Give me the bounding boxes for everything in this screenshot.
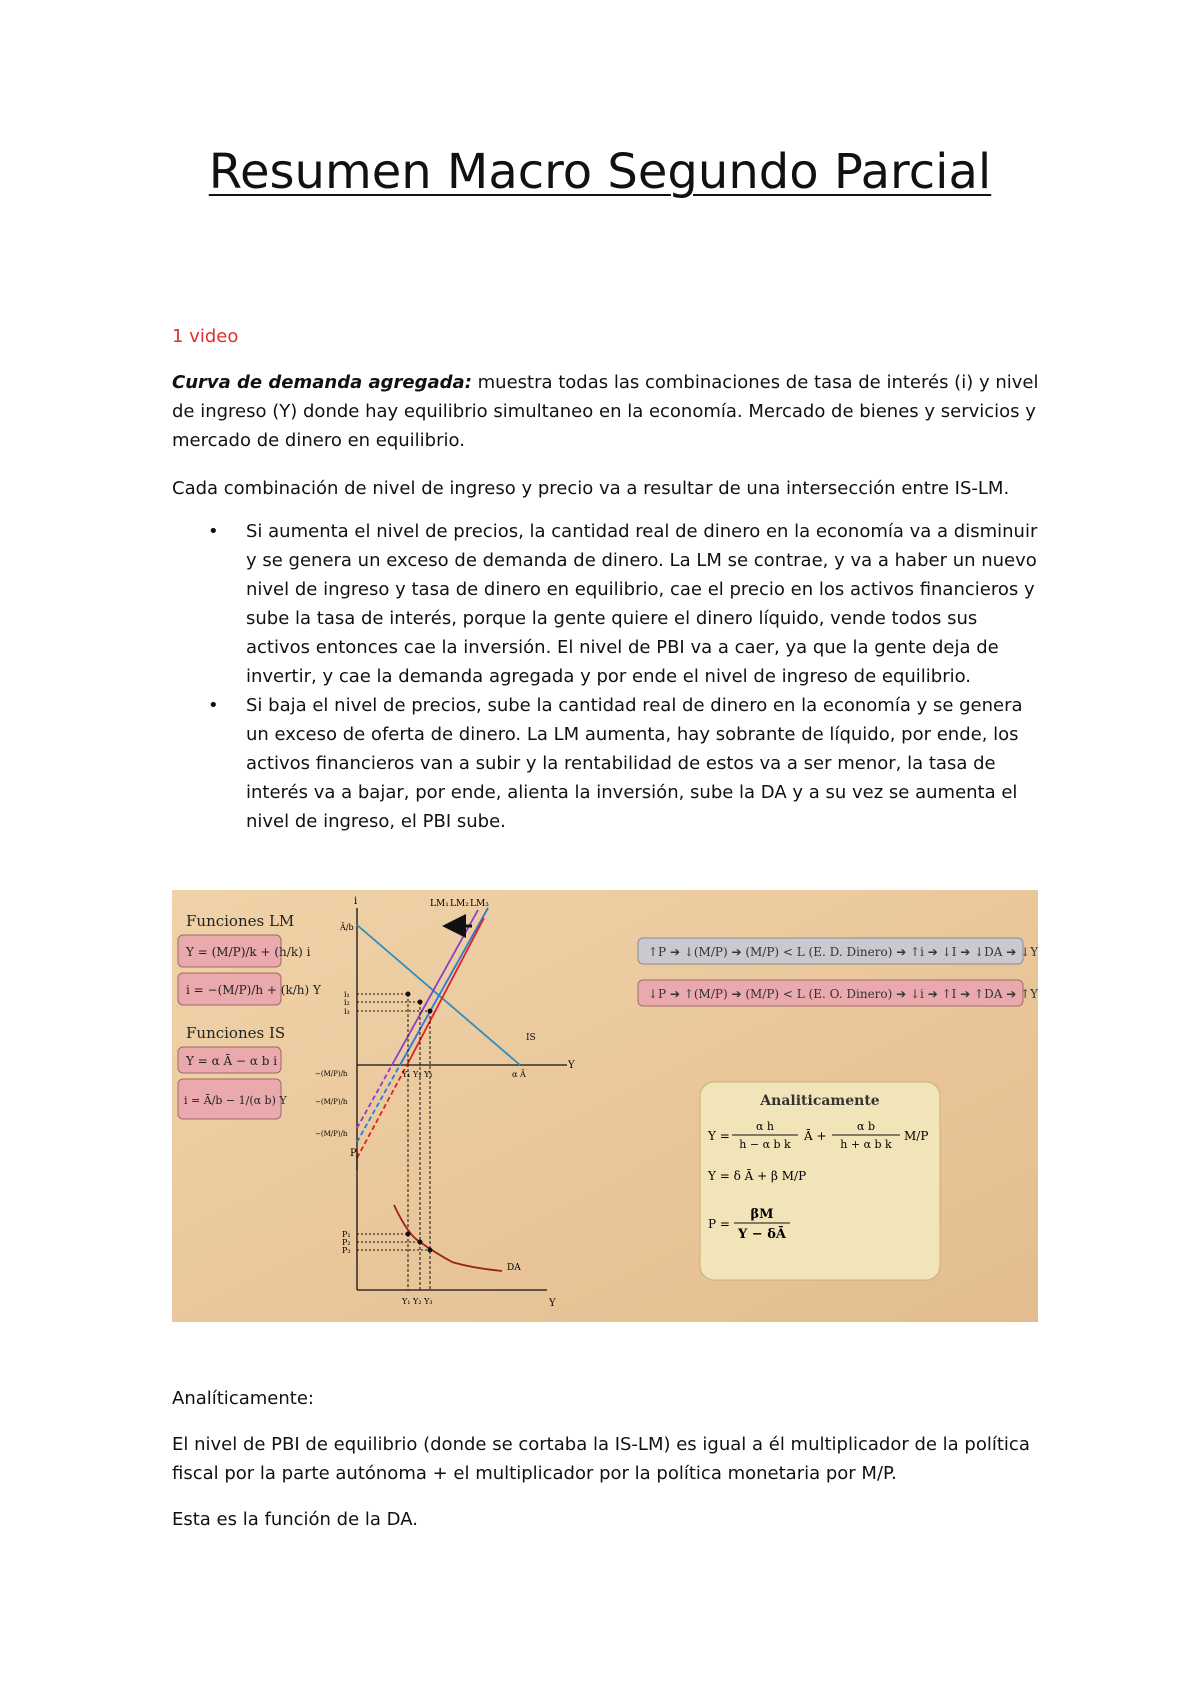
list-item (172, 691, 1042, 836)
analit-eq1-mid: Ā + (804, 1129, 827, 1143)
da-point-2 (418, 1240, 423, 1245)
i3-tick: i₃ (344, 1007, 350, 1016)
analit-eq1-den1: h − α b k (739, 1138, 791, 1151)
upper-y-ticks: Y₁ Y₂ Y₃ (402, 1070, 433, 1079)
chain-2: ↓P ➔ ↑(M/P) ➔ (M/P) < L (E. O. Dinero) ➔ ↓i ➔ ↑I ➔ ↑DA ➔ ↑Y (648, 987, 1038, 1001)
video-label: 1 video (172, 326, 239, 347)
bullet-dot: • (208, 695, 219, 716)
mp-tick-1: −(M/P)/h (315, 1070, 348, 1078)
bullet-list (172, 517, 1042, 836)
funciones-lm-label: Funciones LM (186, 912, 295, 930)
analit-eq1-end: M/P (904, 1129, 929, 1143)
is-label: IS (526, 1033, 536, 1043)
analit-title: Analiticamente (760, 1093, 880, 1109)
axis-i-label: i (354, 896, 358, 907)
eq-point-3 (428, 1009, 433, 1014)
p3-tick: P₃ (342, 1246, 351, 1255)
intro-text: muestra todas las combinaciones de tasa de interés (i) y nivel de ingreso (Y) donde hay equilibrio simultaneo en la economía. Mercado de bienes y servicios y mercado de dinero en equilibrio. (172, 372, 1039, 451)
alpha-a-tick: α Ā (512, 1070, 526, 1079)
analit-eq3-num: βM (750, 1207, 774, 1222)
chain-1: ↑P ➔ ↓(M/P) ➔ (M/P) < L (E. D. Dinero) ➔ ↑i ➔ ↓I ➔ ↓DA ➔ ↓Y (648, 945, 1038, 959)
lm1-label: LM₁ (430, 899, 449, 909)
a-over-b-tick: Ā/b (340, 923, 354, 932)
i2-tick: i₂ (344, 998, 350, 1007)
bullet-text: Si aumenta el nivel de precios, la cantidad real de dinero en la economía va a disminuir y se genera un exceso de demanda de dinero. La LM se contrae, y va a haber un nuevo nivel de ingreso y tasa de dinero en equilibrio, cae el precio en los activos financieros y sube la tasa de interés, porque la gente quiere el dinero líquido, vende todos sus activos entonces cae la inversión. El nivel de PBI va a caer, ya que la gente deja de invertir, y cae la demanda agregada y por ende el nivel de ingreso de equilibrio. (246, 521, 1038, 687)
mp-tick-3: −(M/P)/h (315, 1130, 348, 1138)
lm-eq2: i = −(M/P)/h + (k/h) Y (186, 983, 321, 997)
is-lm-da-figure (172, 890, 1038, 1322)
eq-point-1 (406, 992, 411, 997)
is-eq2: i = Ā/b − 1/(α b) Y (184, 1094, 287, 1107)
axis-y-upper-label: Y (568, 1060, 575, 1071)
intro-term: Curva de demanda agregada: (172, 372, 472, 393)
da-point-3 (428, 1248, 433, 1253)
axis-p-label: P (350, 1148, 357, 1159)
p2-tick: P₂ (342, 1238, 351, 1247)
analiticamente-label: Analíticamente: (172, 1388, 314, 1409)
da-label: DA (507, 1263, 521, 1273)
is-eq1: Y = α Ā − α b i (186, 1054, 278, 1068)
analit-eq1-lhs: Y = (708, 1129, 730, 1143)
lm3-label: LM₃ (470, 899, 489, 909)
analit-eq1-den2: h + α b k (840, 1138, 892, 1151)
paragraph-final-1: El nivel de PBI de equilibrio (donde se cortaba la IS-LM) es igual a él multiplicador de la política fiscal por la parte autónoma + el multiplicador por la política monetaria por M/P. (172, 1434, 1030, 1484)
analit-eq1-num2: α b (857, 1120, 875, 1133)
bullet-text: Si baja el nivel de precios, sube la cantidad real de dinero en la economía y se genera un exceso de oferta de dinero. La LM aumenta, hay sobrante de líquido, por ende, los activos financieros van a subir y la rentabilidad de estos va a ser menor, la tasa de interés va a bajar, por ende, alienta la inversión, sube la DA y a su vez se aumenta el nivel de ingreso, el PBI sube. (246, 695, 1023, 832)
analit-eq3-den: Y − δĀ (738, 1227, 786, 1242)
analit-eq1-num1: α h (755, 1120, 775, 1133)
bullet-dot: • (208, 521, 219, 542)
page-title: Resumen Macro Segundo Parcial (208, 144, 992, 200)
axis-y-lower-label: Y (549, 1298, 556, 1309)
eq-point-2 (418, 1000, 423, 1005)
lower-y-ticks: Y₁ Y₂ Y₃ (402, 1297, 433, 1306)
paragraph-is-lm: Cada combinación de nivel de ingreso y precio va a resultar de una intersección entre IS-LM. (172, 478, 1010, 499)
i1-tick: i₁ (344, 990, 350, 999)
list-item (172, 517, 1042, 691)
paragraph-final-2: Esta es la función de la DA. (172, 1509, 418, 1530)
da-point-1 (406, 1232, 411, 1237)
analit-eq2: Y = δ Ā + β M/P (708, 1169, 807, 1183)
intro-paragraph (172, 368, 1042, 455)
p1-tick: P₁ (342, 1230, 351, 1239)
mp-tick-2: −(M/P)/h (315, 1098, 348, 1106)
lm-eq1: Y = (M/P)/k + (h/k) i (186, 945, 311, 959)
lm2-label: LM₂ (450, 899, 469, 909)
funciones-is-label: Funciones IS (186, 1024, 286, 1042)
analit-eq3-lhs: P = (708, 1217, 730, 1231)
